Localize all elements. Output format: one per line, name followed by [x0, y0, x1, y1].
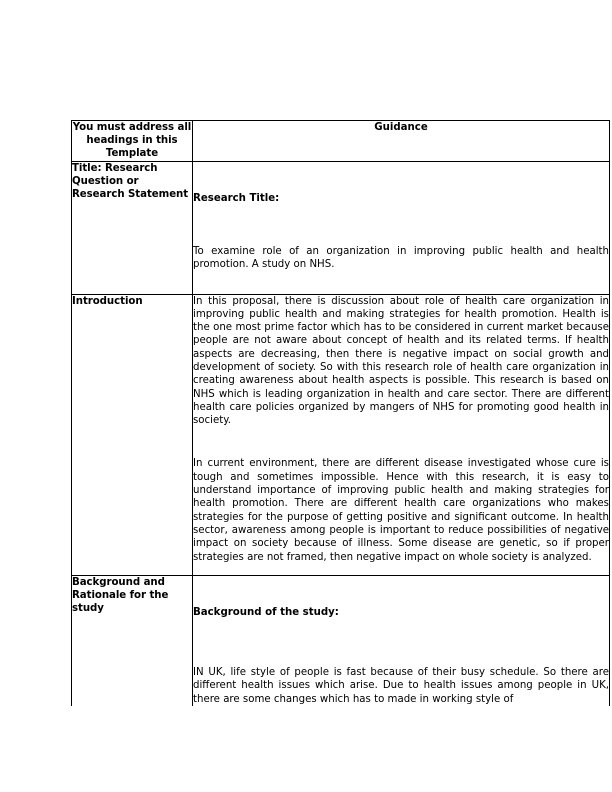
paragraph: In this proposal, there is discussion about role of health care organization in improving public health and making strategies for health promotion. Health is the one most prime factor which has to be considered in current market because people are not aware about concept of health and its related terms. If health aspects are decreasing, then there is negative impact on social growth and development of society. So with this research role of health care organization in creating awareness about health aspects is possible. This research is based on NHS which is leading organization in health and care sector. There are different health care policies organized by mangers of NHS for promoting good health in society.	[193, 295, 609, 427]
vertical-spacer	[193, 619, 609, 666]
vertical-spacer	[193, 205, 609, 245]
vertical-spacer	[193, 564, 609, 575]
row-content-introduction	[193, 294, 610, 575]
table-row	[72, 161, 610, 294]
vertical-spacer	[193, 272, 609, 294]
row-heading-introduction: Introduction	[72, 294, 193, 575]
paragraph: To examine role of an organization in improving public health and health promotion. A study on NHS.	[193, 245, 609, 271]
paragraph: In current environment, there are different disease investigated whose cure is tough and sometimes impossible. Hence with this research, it is easy to understand importance of improving public health and making strategies for health promotion. There are different health care organizations who makes strategies for the purpose of getting positive and significant outcome. In health sector, awareness among people is important to reduce possibilities of negative impact on society because of illness. Some disease are genetic, so if proper strategies are not framed, then negative impact on whole society is analyzed.	[193, 458, 609, 563]
subheading-research-title: Research Title:	[193, 192, 280, 204]
table-header-row	[72, 121, 610, 162]
table-row	[72, 575, 610, 706]
row-content-title	[193, 161, 610, 294]
row-heading-title: Title: Research Question or Research Statement	[72, 161, 193, 294]
vertical-spacer	[193, 427, 609, 457]
table-row	[72, 294, 610, 575]
header-cell-guidance: Guidance	[193, 121, 610, 162]
proposal-template-table	[71, 120, 610, 706]
subheading-background-of-study: Background of the study:	[193, 606, 339, 618]
row-content-background	[193, 575, 610, 706]
row-heading-background: Background and Rationale for the study	[72, 575, 193, 706]
vertical-spacer	[193, 162, 609, 192]
header-cell-headings: You must address all headings in this Template	[72, 122, 192, 160]
paragraph: IN UK, life style of people is fast because of their busy schedule. So there are different health issues which arise. Due to health issues among people in UK, there are some changes which has to made in working style of	[193, 667, 609, 705]
vertical-spacer	[193, 576, 609, 606]
